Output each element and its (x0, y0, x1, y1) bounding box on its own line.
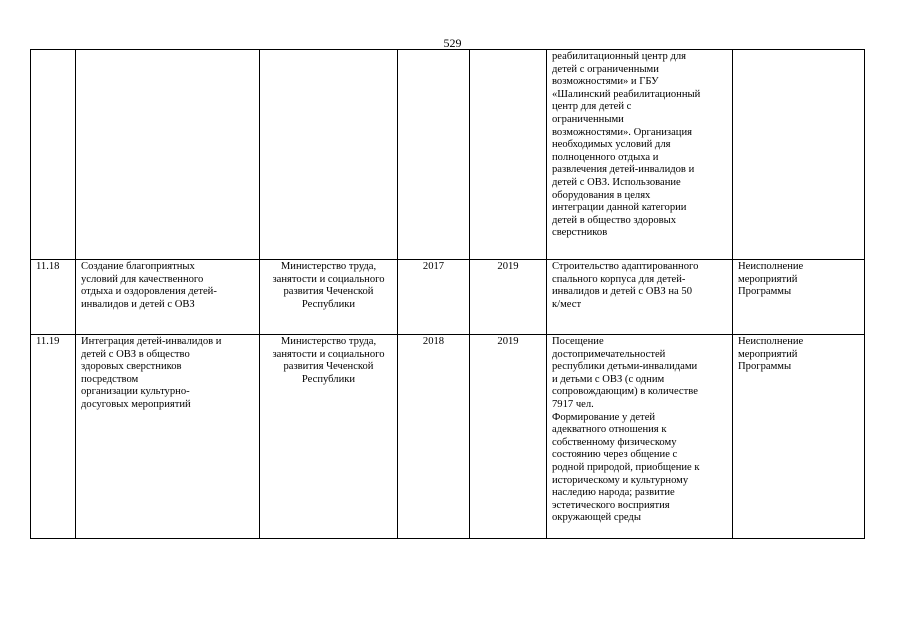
expected-result-cell-line: инвалидов и детей с ОВЗ на 50 (552, 286, 692, 298)
consequence-cell (733, 260, 865, 335)
consequence-cell (733, 50, 865, 260)
expected-result-cell-line: развлечения детей-инвалидов и (552, 164, 695, 176)
expected-result-cell (547, 260, 733, 335)
expected-result-cell-line: центр для детей с (552, 101, 632, 113)
measure-name-cell (76, 335, 260, 539)
end-year-cell: 2019 (470, 260, 547, 335)
consequence-cell-line: Программы (738, 361, 792, 373)
consequence-cell-line: Программы (738, 286, 792, 298)
expected-result-cell-line: родной природой, приобщение к (552, 461, 700, 473)
executor-cell-line: занятости и социального (272, 273, 385, 285)
start-year-cell: 2017 (398, 260, 470, 335)
expected-result-cell-line: возможностями». Организация (552, 126, 693, 138)
expected-result-cell-line: ограниченными (552, 113, 624, 125)
measure-name-cell-line: Создание благоприятных (81, 261, 195, 272)
executor-cell (260, 50, 398, 260)
start-year-cell (398, 50, 470, 260)
executor-cell-line: Министерство труда, (280, 261, 377, 272)
row-number-cell: 11.19 (31, 335, 76, 539)
executor-cell-line: занятости и социального (272, 348, 385, 360)
consequence-cell-line: мероприятий (738, 273, 798, 285)
measure-name-cell-line: досуговых мероприятий (81, 398, 191, 410)
measure-name-cell (76, 260, 260, 335)
expected-result-cell-line: собственному физическому (552, 436, 677, 448)
executor-cell-line: Республики (301, 373, 356, 385)
expected-result-cell-line: 7917 чел. (552, 398, 594, 410)
expected-result-cell-line: окружающей среды (552, 512, 641, 524)
measure-name-cell-line: отдыха и оздоровления детей- (81, 286, 217, 298)
end-year-cell (470, 50, 547, 260)
expected-result-cell-line: Формирование у детей (552, 411, 656, 423)
measure-name-cell-line: инвалидов и детей с ОВЗ (81, 298, 195, 310)
expected-result-cell-line: детей с ОВЗ. Использование (552, 176, 681, 188)
executor-cell (260, 260, 398, 335)
expected-result-cell-line: состоянию через общение с (552, 449, 678, 461)
consequence-cell (733, 335, 865, 539)
measure-name-cell-line: организации культурно- (81, 386, 190, 398)
start-year-cell: 2018 (398, 335, 470, 539)
executor-cell-line: Республики (301, 298, 356, 310)
expected-result-cell-line: спального корпуса для детей- (552, 273, 686, 285)
measure-name-cell-line: посредством (81, 373, 139, 385)
consequence-cell-line: мероприятий (738, 348, 798, 360)
expected-result-cell-line: эстетического восприятия (552, 499, 670, 511)
expected-result-cell (547, 50, 733, 260)
expected-result-cell-line: достопримечательностей (552, 348, 666, 360)
table-body (31, 50, 865, 539)
expected-result-cell (547, 335, 733, 539)
expected-result-cell-line: адекватного отношения к (552, 424, 667, 436)
expected-result-cell-line: интеграции данной категории (552, 202, 687, 214)
table-row (31, 260, 865, 335)
consequence-cell-line: Неисполнение (738, 261, 804, 272)
executor-cell (260, 335, 398, 539)
page-number: 529 (443, 36, 462, 50)
table-row (31, 335, 865, 539)
expected-result-cell-line: детей в общество здоровых (552, 214, 677, 226)
measure-name-cell-line: Интеграция детей-инвалидов и (81, 336, 222, 347)
end-year-cell: 2019 (470, 335, 547, 539)
measure-name-cell-line: здоровых сверстников (81, 361, 182, 373)
measures-table (30, 49, 865, 539)
executor-cell-line: развития Чеченской (283, 286, 374, 298)
expected-result-cell-line: реабилитационный центр для (552, 51, 687, 62)
expected-result-cell-line: к/мест (552, 298, 582, 310)
expected-result-cell-line: полноценного отдыха и (552, 151, 659, 163)
row-number-cell (31, 50, 76, 260)
expected-result-cell-line: сопровождающим) в количестве (552, 386, 698, 398)
expected-result-cell-line: Посещение (552, 336, 604, 347)
expected-result-cell-line: оборудования в целях (552, 189, 651, 201)
consequence-cell-line: Неисполнение (738, 336, 804, 347)
executor-cell-line: развития Чеченской (283, 361, 374, 373)
expected-result-cell-line: Строительство адаптированного (552, 261, 699, 272)
expected-result-cell-line: историческому и культурному (552, 474, 689, 486)
executor-cell-line: Министерство труда, (280, 336, 377, 347)
expected-result-cell-line: и детьми с ОВЗ (с одним (552, 373, 665, 385)
table-row (31, 50, 865, 260)
expected-result-cell-line: детей с ограниченными (552, 63, 659, 75)
measure-name-cell-line: условий для качественного (81, 273, 204, 285)
expected-result-cell-line: необходимых условий для (552, 139, 671, 151)
measure-name-cell-line: детей с ОВЗ в общество (81, 348, 190, 360)
expected-result-cell-line: возможностями» и ГБУ (552, 76, 659, 88)
expected-result-cell-line: сверстников (552, 227, 608, 239)
measure-name-cell (76, 50, 260, 260)
expected-result-cell-line: республики детьми-инвалидами (552, 361, 698, 373)
row-number-cell: 11.18 (31, 260, 76, 335)
expected-result-cell-line: наследию народа; развитие (552, 487, 675, 499)
expected-result-cell-line: «Шалинский реабилитационный (552, 88, 701, 100)
